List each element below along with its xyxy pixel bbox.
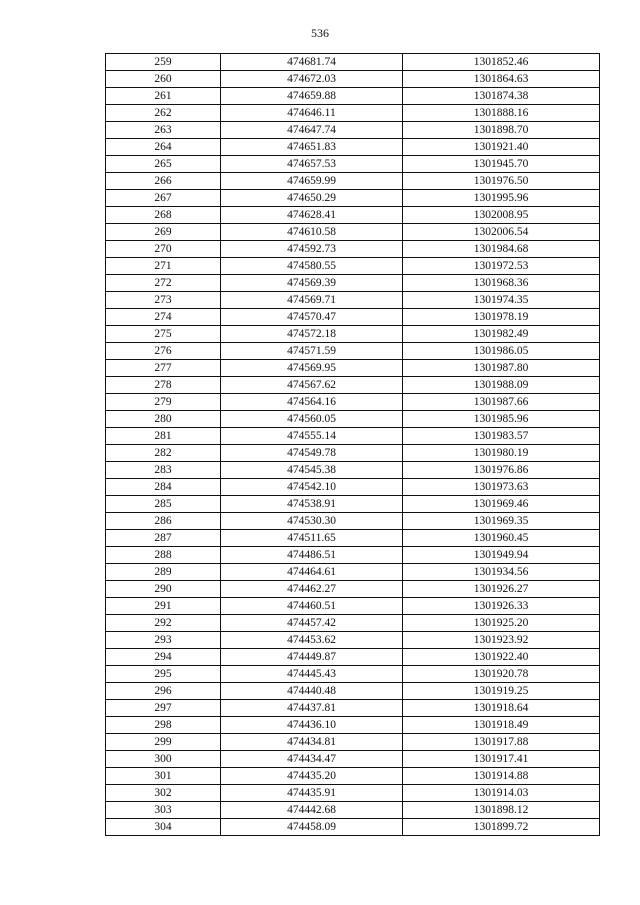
y-coordinate-cell: 1301960.45 [403, 530, 600, 547]
x-coordinate-cell: 474545.38 [221, 462, 403, 479]
table-row [106, 598, 600, 615]
point-number-cell: 287 [106, 530, 221, 547]
y-coordinate-cell: 1301980.19 [403, 445, 600, 462]
x-coordinate-cell: 474681.74 [221, 54, 403, 71]
point-number-cell: 265 [106, 156, 221, 173]
y-coordinate-cell: 1301983.57 [403, 428, 600, 445]
table-row [106, 530, 600, 547]
x-coordinate-cell: 474580.55 [221, 258, 403, 275]
y-coordinate-cell: 1301968.36 [403, 275, 600, 292]
table-row [106, 394, 600, 411]
y-coordinate-cell: 1301969.35 [403, 513, 600, 530]
table-row [106, 564, 600, 581]
y-coordinate-cell: 1301919.25 [403, 683, 600, 700]
y-coordinate-cell: 1301995.96 [403, 190, 600, 207]
x-coordinate-cell: 474560.05 [221, 411, 403, 428]
table-row [106, 632, 600, 649]
table-row [106, 88, 600, 105]
x-coordinate-cell: 474549.78 [221, 445, 403, 462]
x-coordinate-cell: 474672.03 [221, 71, 403, 88]
x-coordinate-cell: 474659.99 [221, 173, 403, 190]
y-coordinate-cell: 1301984.68 [403, 241, 600, 258]
point-number-cell: 293 [106, 632, 221, 649]
table-row [106, 156, 600, 173]
x-coordinate-cell: 474647.74 [221, 122, 403, 139]
point-number-cell: 283 [106, 462, 221, 479]
table-row [106, 105, 600, 122]
point-number-cell: 284 [106, 479, 221, 496]
point-number-cell: 271 [106, 258, 221, 275]
point-number-cell: 294 [106, 649, 221, 666]
table-row [106, 292, 600, 309]
x-coordinate-cell: 474434.47 [221, 751, 403, 768]
point-number-cell: 273 [106, 292, 221, 309]
table-row [106, 666, 600, 683]
table-row [106, 785, 600, 802]
y-coordinate-cell: 1302006.54 [403, 224, 600, 241]
point-number-cell: 277 [106, 360, 221, 377]
x-coordinate-cell: 474511.65 [221, 530, 403, 547]
x-coordinate-cell: 474567.62 [221, 377, 403, 394]
point-number-cell: 264 [106, 139, 221, 156]
table-row [106, 224, 600, 241]
y-coordinate-cell: 1302008.95 [403, 207, 600, 224]
table-row [106, 479, 600, 496]
x-coordinate-cell: 474569.71 [221, 292, 403, 309]
point-number-cell: 289 [106, 564, 221, 581]
table-row [106, 768, 600, 785]
table-row [106, 428, 600, 445]
point-number-cell: 301 [106, 768, 221, 785]
point-number-cell: 280 [106, 411, 221, 428]
y-coordinate-cell: 1301898.70 [403, 122, 600, 139]
x-coordinate-cell: 474610.58 [221, 224, 403, 241]
page-number: 536 [311, 26, 329, 40]
x-coordinate-cell: 474571.59 [221, 343, 403, 360]
y-coordinate-cell: 1301973.63 [403, 479, 600, 496]
y-coordinate-cell: 1301918.49 [403, 717, 600, 734]
y-coordinate-cell: 1301864.63 [403, 71, 600, 88]
table-row [106, 819, 600, 836]
y-coordinate-cell: 1301898.12 [403, 802, 600, 819]
x-coordinate-cell: 474569.95 [221, 360, 403, 377]
table-row [106, 207, 600, 224]
table-row [106, 615, 600, 632]
y-coordinate-cell: 1301899.72 [403, 819, 600, 836]
x-coordinate-cell: 474462.27 [221, 581, 403, 598]
y-coordinate-cell: 1301914.88 [403, 768, 600, 785]
y-coordinate-cell: 1301987.66 [403, 394, 600, 411]
x-coordinate-cell: 474445.43 [221, 666, 403, 683]
x-coordinate-cell: 474555.14 [221, 428, 403, 445]
x-coordinate-cell: 474435.20 [221, 768, 403, 785]
y-coordinate-cell: 1301969.46 [403, 496, 600, 513]
point-number-cell: 268 [106, 207, 221, 224]
point-number-cell: 279 [106, 394, 221, 411]
table-row [106, 411, 600, 428]
point-number-cell: 270 [106, 241, 221, 258]
table-row [106, 462, 600, 479]
table-row [106, 802, 600, 819]
x-coordinate-cell: 474592.73 [221, 241, 403, 258]
y-coordinate-cell: 1301926.33 [403, 598, 600, 615]
point-number-cell: 292 [106, 615, 221, 632]
y-coordinate-cell: 1301987.80 [403, 360, 600, 377]
y-coordinate-cell: 1301972.53 [403, 258, 600, 275]
point-number-cell: 259 [106, 54, 221, 71]
point-number-cell: 282 [106, 445, 221, 462]
x-coordinate-cell: 474650.29 [221, 190, 403, 207]
x-coordinate-cell: 474440.48 [221, 683, 403, 700]
table-row [106, 275, 600, 292]
y-coordinate-cell: 1301982.49 [403, 326, 600, 343]
point-number-cell: 302 [106, 785, 221, 802]
table-row [106, 360, 600, 377]
y-coordinate-cell: 1301925.20 [403, 615, 600, 632]
y-coordinate-cell: 1301914.03 [403, 785, 600, 802]
y-coordinate-cell: 1301874.38 [403, 88, 600, 105]
point-number-cell: 263 [106, 122, 221, 139]
x-coordinate-cell: 474464.61 [221, 564, 403, 581]
table-row [106, 377, 600, 394]
x-coordinate-cell: 474435.91 [221, 785, 403, 802]
x-coordinate-cell: 474442.68 [221, 802, 403, 819]
point-number-cell: 261 [106, 88, 221, 105]
x-coordinate-cell: 474530.30 [221, 513, 403, 530]
table-row [106, 683, 600, 700]
x-coordinate-cell: 474538.91 [221, 496, 403, 513]
x-coordinate-cell: 474486.51 [221, 547, 403, 564]
table-row [106, 309, 600, 326]
table-row [106, 54, 600, 71]
table-row [106, 343, 600, 360]
point-number-cell: 300 [106, 751, 221, 768]
coordinates-table-body [106, 54, 600, 836]
y-coordinate-cell: 1301926.27 [403, 581, 600, 598]
x-coordinate-cell: 474564.16 [221, 394, 403, 411]
y-coordinate-cell: 1301988.09 [403, 377, 600, 394]
point-number-cell: 297 [106, 700, 221, 717]
y-coordinate-cell: 1301986.05 [403, 343, 600, 360]
x-coordinate-cell: 474572.18 [221, 326, 403, 343]
x-coordinate-cell: 474569.39 [221, 275, 403, 292]
table-row [106, 139, 600, 156]
point-number-cell: 266 [106, 173, 221, 190]
y-coordinate-cell: 1301852.46 [403, 54, 600, 71]
y-coordinate-cell: 1301976.50 [403, 173, 600, 190]
y-coordinate-cell: 1301922.40 [403, 649, 600, 666]
point-number-cell: 290 [106, 581, 221, 598]
point-number-cell: 298 [106, 717, 221, 734]
table-row [106, 71, 600, 88]
x-coordinate-cell: 474437.81 [221, 700, 403, 717]
x-coordinate-cell: 474460.51 [221, 598, 403, 615]
x-coordinate-cell: 474457.42 [221, 615, 403, 632]
table-row [106, 717, 600, 734]
x-coordinate-cell: 474570.47 [221, 309, 403, 326]
x-coordinate-cell: 474646.11 [221, 105, 403, 122]
table-row [106, 649, 600, 666]
x-coordinate-cell: 474659.88 [221, 88, 403, 105]
table-row [106, 445, 600, 462]
y-coordinate-cell: 1301918.64 [403, 700, 600, 717]
y-coordinate-cell: 1301923.92 [403, 632, 600, 649]
point-number-cell: 267 [106, 190, 221, 207]
point-number-cell: 260 [106, 71, 221, 88]
y-coordinate-cell: 1301978.19 [403, 309, 600, 326]
point-number-cell: 286 [106, 513, 221, 530]
table-row [106, 190, 600, 207]
point-number-cell: 281 [106, 428, 221, 445]
point-number-cell: 269 [106, 224, 221, 241]
y-coordinate-cell: 1301934.56 [403, 564, 600, 581]
x-coordinate-cell: 474458.09 [221, 819, 403, 836]
y-coordinate-cell: 1301888.16 [403, 105, 600, 122]
y-coordinate-cell: 1301917.88 [403, 734, 600, 751]
point-number-cell: 291 [106, 598, 221, 615]
y-coordinate-cell: 1301974.35 [403, 292, 600, 309]
point-number-cell: 274 [106, 309, 221, 326]
table-row [106, 700, 600, 717]
table-row [106, 496, 600, 513]
point-number-cell: 295 [106, 666, 221, 683]
table-row [106, 581, 600, 598]
y-coordinate-cell: 1301976.86 [403, 462, 600, 479]
x-coordinate-cell: 474453.62 [221, 632, 403, 649]
point-number-cell: 303 [106, 802, 221, 819]
point-number-cell: 262 [106, 105, 221, 122]
x-coordinate-cell: 474449.87 [221, 649, 403, 666]
point-number-cell: 304 [106, 819, 221, 836]
table-row [106, 258, 600, 275]
table-row [106, 173, 600, 190]
point-number-cell: 278 [106, 377, 221, 394]
y-coordinate-cell: 1301945.70 [403, 156, 600, 173]
table-row [106, 513, 600, 530]
x-coordinate-cell: 474651.83 [221, 139, 403, 156]
table-row [106, 547, 600, 564]
table-row [106, 326, 600, 343]
point-number-cell: 272 [106, 275, 221, 292]
x-coordinate-cell: 474542.10 [221, 479, 403, 496]
x-coordinate-cell: 474436.10 [221, 717, 403, 734]
table-row [106, 122, 600, 139]
x-coordinate-cell: 474657.53 [221, 156, 403, 173]
point-number-cell: 275 [106, 326, 221, 343]
point-number-cell: 276 [106, 343, 221, 360]
table-row [106, 734, 600, 751]
point-number-cell: 299 [106, 734, 221, 751]
coordinates-table [105, 53, 600, 836]
x-coordinate-cell: 474434.81 [221, 734, 403, 751]
table-row [106, 751, 600, 768]
y-coordinate-cell: 1301985.96 [403, 411, 600, 428]
point-number-cell: 285 [106, 496, 221, 513]
y-coordinate-cell: 1301920.78 [403, 666, 600, 683]
point-number-cell: 296 [106, 683, 221, 700]
x-coordinate-cell: 474628.41 [221, 207, 403, 224]
point-number-cell: 288 [106, 547, 221, 564]
y-coordinate-cell: 1301921.40 [403, 139, 600, 156]
y-coordinate-cell: 1301949.94 [403, 547, 600, 564]
y-coordinate-cell: 1301917.41 [403, 751, 600, 768]
table-row [106, 241, 600, 258]
